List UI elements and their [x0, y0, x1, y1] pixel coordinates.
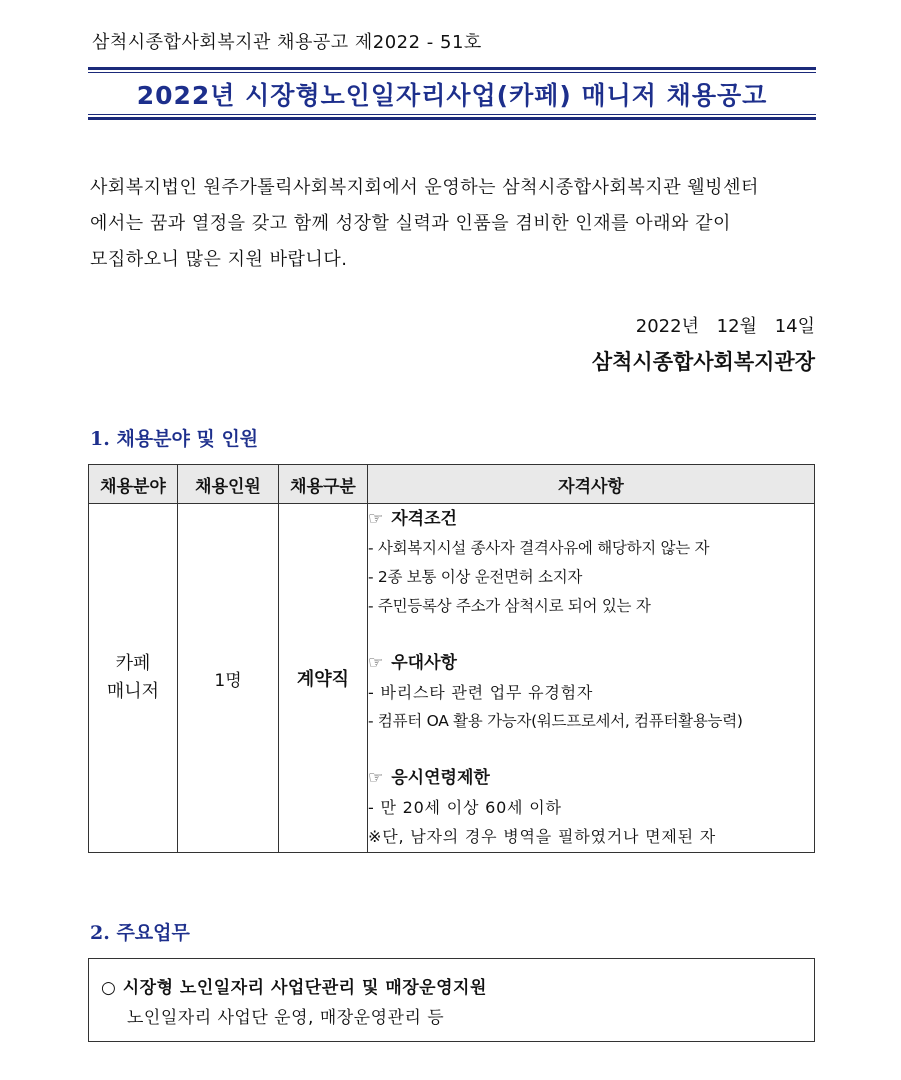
field-line-2: 매니저	[106, 681, 160, 702]
header-field: 채용분야	[89, 465, 178, 504]
duty-title: ○ 시장형 노인일자리 사업단관리 및 매장운영지원	[101, 978, 487, 998]
cell-count: 1명	[178, 504, 279, 853]
cell-field	[89, 504, 178, 853]
header-qualification: 자격사항	[368, 465, 815, 504]
qual-group-1-label: 자격조건	[391, 509, 457, 529]
intro-paragraph	[90, 170, 818, 278]
title-rule-bottom	[88, 117, 816, 120]
qual-group-1-title	[368, 504, 814, 534]
qual-item: - 주민등록상 주소가 삼척시로 되어 있는 자	[368, 597, 651, 615]
qual-group-2-label: 우대사항	[391, 653, 457, 673]
intro-line-3: 모집하오니 많은 지원 바랍니다.	[90, 249, 348, 270]
qual-item: - 사회복지시설 종사자 결격사유에 해당하지 않는 자	[368, 539, 710, 557]
qual-group-3-title	[368, 763, 814, 793]
pointing-hand-icon: ☞	[368, 509, 384, 529]
intro-line-1: 사회복지법인 원주가톨릭사회복지회에서 운영하는 삼척시종합사회복지관 웰빙센터	[90, 177, 759, 198]
title-rule-top	[88, 67, 816, 70]
notice-date: 2022년 12월 14일	[635, 316, 815, 337]
qual-item: - 만 20세 이상 60세 이하	[368, 798, 562, 817]
qual-group-3-label: 응시연령제한	[391, 768, 490, 788]
page-title: 2022년 시장형노인일자리사업(카페) 매니저 채용공고	[136, 81, 768, 110]
qual-item: - 바리스타 관련 업무 유경험자	[368, 683, 594, 702]
duty-description: 노인일자리 사업단 운영, 매장운영관리 등	[127, 1008, 445, 1028]
title-rule-bottom-thin	[88, 114, 816, 115]
section-1-title: 1. 채용분야 및 인원	[90, 428, 259, 450]
notice-number: 삼척시종합사회복지관 채용공고 제2022 - 51호	[92, 32, 482, 53]
qual-item: - 컴퓨터 OA 활용 가능자(워드프로세서, 컴퓨터활용능력)	[368, 712, 743, 730]
qual-spacer	[368, 621, 814, 648]
cell-qualification	[368, 504, 815, 853]
qual-group-2-title	[368, 648, 814, 678]
section-2-title: 2. 주요업무	[90, 922, 190, 944]
header-type: 채용구분	[279, 465, 368, 504]
title-rule-top-thin	[88, 72, 816, 73]
cell-type: 계약직	[279, 504, 368, 853]
issuer-name: 삼척시종합사회복지관장	[591, 350, 815, 374]
qual-item: - 2종 보통 이상 운전면허 소지자	[368, 568, 583, 586]
field-line-1: 카페	[115, 653, 151, 674]
header-count: 채용인원	[178, 465, 279, 504]
qual-spacer	[368, 736, 814, 763]
table-header-row	[89, 465, 815, 504]
intro-line-2: 에서는 꿈과 열정을 갖고 함께 성장할 실력과 인품을 겸비한 인재를 아래와 같이	[90, 213, 731, 234]
table-row	[89, 504, 815, 853]
pointing-hand-icon: ☞	[368, 653, 384, 673]
qual-item: ※단, 남자의 경우 병역을 필하였거나 면제된 자	[368, 827, 717, 846]
recruitment-table	[88, 464, 815, 853]
duty-box	[88, 958, 815, 1042]
pointing-hand-icon: ☞	[368, 768, 384, 788]
